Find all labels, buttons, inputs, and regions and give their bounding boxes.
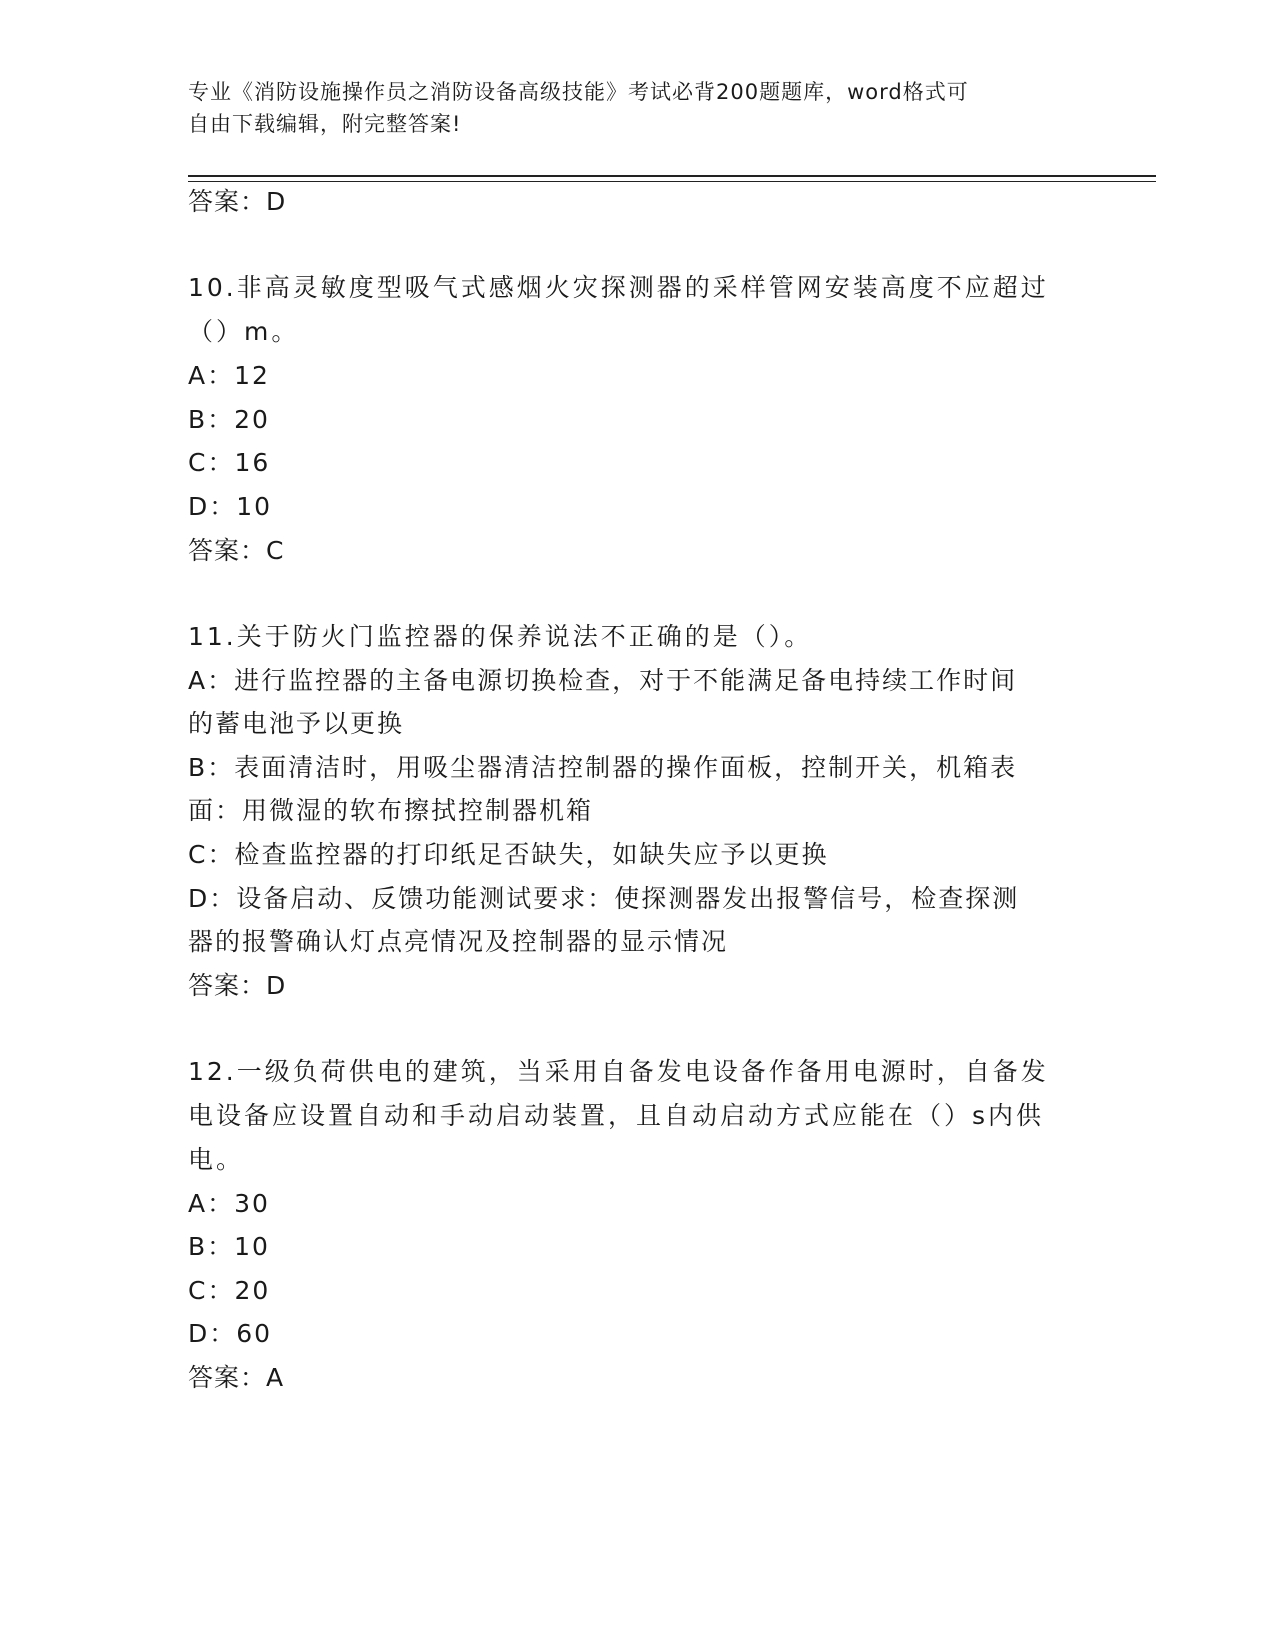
option-b-continued: 面：用微湿的软布擦拭控制器机箱 (188, 796, 594, 825)
question-stem-line: 电。 (188, 1145, 245, 1174)
header-line-2: 自由下载编辑，附完整答案! (188, 112, 462, 136)
option-a-continued: 的蓄电池予以更换 (188, 709, 405, 738)
previous-answer: 答案：D (188, 187, 287, 216)
option-b: B：表面清洁时，用吸尘器清洁控制器的操作面板，控制开关，机箱表 (188, 753, 1018, 782)
document-header (188, 76, 1068, 140)
question-stem-line: 10.非高灵敏度型吸气式感烟火灾探测器的采样管网安装高度不应超过 (188, 273, 1049, 302)
option-d: D：60 (188, 1319, 273, 1348)
option-b: B：20 (188, 405, 270, 434)
option-d-continued: 器的报警确认灯点亮情况及控制器的显示情况 (188, 927, 729, 956)
question-stem-line: （）m。 (188, 317, 300, 346)
option-c: C：16 (188, 448, 271, 477)
header-line-1: 专业《消防设施操作员之消防设备高级技能》考试必背200题题库，word格式可 (188, 80, 969, 104)
answer: 答案：D (188, 971, 287, 1000)
header-divider (188, 175, 1156, 177)
option-a: A：12 (188, 361, 270, 390)
question-stem-line: 电设备应设置自动和手动启动装置，且自动启动方式应能在（）s内供 (188, 1101, 1045, 1130)
option-d: D：设备启动、反馈功能测试要求：使探测器发出报警信号，检查探测 (188, 884, 1020, 913)
option-a: A：30 (188, 1189, 270, 1218)
option-c: C：20 (188, 1276, 271, 1305)
option-d: D：10 (188, 492, 273, 521)
option-b: B：10 (188, 1232, 270, 1261)
option-a: A：进行监控器的主备电源切换检查，对于不能满足备电持续工作时间 (188, 666, 1018, 695)
answer: 答案：C (188, 536, 285, 565)
question-stem-line: 11.关于防火门监控器的保养说法不正确的是（）。 (188, 622, 813, 651)
header-divider-thin (188, 181, 1156, 182)
answer: 答案：A (188, 1363, 285, 1392)
option-c: C：检查监控器的打印纸足否缺失，如缺失应予以更换 (188, 840, 829, 869)
question-stem-line: 12.一级负荷供电的建筑，当采用自备发电设备作备用电源时，自备发 (188, 1057, 1049, 1086)
